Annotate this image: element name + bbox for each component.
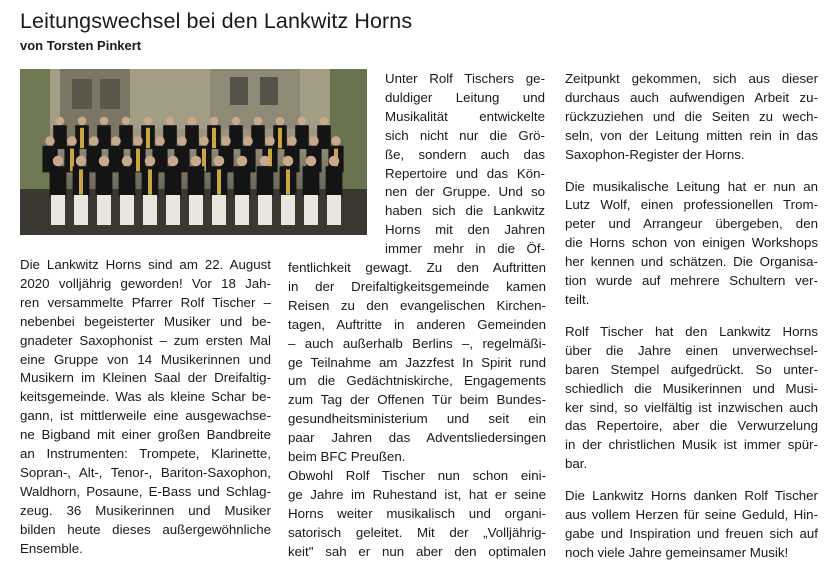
musician-head — [144, 117, 153, 126]
musician-head — [298, 117, 307, 126]
column-2-top — [385, 70, 545, 259]
musician-body — [326, 166, 343, 195]
text-line: Reisen zu den evangelischen Kirchen- — [288, 297, 546, 313]
musician-head — [168, 156, 179, 167]
musician-head — [265, 136, 275, 146]
musician-head — [331, 136, 341, 146]
musician-body — [257, 166, 274, 195]
musician-head — [122, 156, 133, 167]
musician-body — [234, 166, 251, 195]
text-line: aus vollem Herzen für seine Geduld, Hin- — [565, 507, 818, 523]
text-line: Saxophon-Register der Horns. — [565, 146, 745, 162]
text-line: durchaus auch aufwendigen Arbeit zu- — [565, 89, 818, 105]
musician-head — [166, 117, 175, 126]
musician-body — [165, 166, 182, 195]
musician-head — [283, 156, 294, 167]
text-line: das Repertoire, aber die Verwurzelung — [565, 418, 818, 434]
musician-head — [155, 136, 165, 146]
text-line: ker sind, so vielfältig ist inzwischen auch — [565, 399, 818, 415]
text-line: tion wurde auf mehrere Schultern ver- — [565, 273, 818, 289]
text-line: Die Lankwitz Horns danken Rolf Tischer — [565, 488, 818, 504]
text-line: haben sich die Lankwitz — [385, 203, 545, 219]
musician-legs — [143, 195, 157, 225]
paragraph-gap — [565, 474, 818, 487]
text-line: her kennen und schätzen. Die Organisa- — [565, 254, 818, 270]
musician-head — [67, 136, 77, 146]
musician-head — [320, 117, 329, 126]
musician-head — [232, 117, 241, 126]
musician-head — [221, 136, 231, 146]
musician-legs — [327, 195, 341, 225]
musician-head — [111, 136, 121, 146]
saxophone — [79, 169, 83, 194]
text-line: Horns mit den Jahren — [385, 222, 545, 238]
text-line: teilt. — [565, 291, 590, 307]
text-line: Musikern im Kleinen Saal der Dreifaltig- — [20, 370, 271, 386]
text-line: über die Jahre einen unverwechsel- — [565, 342, 818, 358]
musician-head — [56, 117, 65, 126]
musician-legs — [166, 195, 180, 225]
musician-head — [306, 156, 317, 167]
text-line: fentlichkeit gewagt. Zu den Auftritten — [288, 260, 546, 275]
musician-legs — [258, 195, 272, 225]
text-line: noch viele Jahre gemeinsamer Musik! — [565, 544, 789, 560]
musician-head — [100, 117, 109, 126]
text-line: eine Gruppe von 14 Musikerinnen und — [20, 351, 271, 367]
column-1 — [20, 256, 271, 559]
text-line: Repertoire und das Kön- — [385, 165, 545, 181]
musician-head — [188, 117, 197, 126]
text-line: um die Gedächtniskirche, Engagements — [288, 373, 546, 389]
musician-body — [96, 166, 113, 195]
musician-head — [214, 156, 225, 167]
musician-body — [188, 166, 205, 195]
musician-legs — [235, 195, 249, 225]
text-line: paar Jahren das Adventsliedersingen — [288, 430, 546, 446]
musician-head — [99, 156, 110, 167]
musician-body — [295, 125, 309, 149]
text-line: keitsgemeinde. Was als kleine Schar be- — [20, 389, 271, 405]
text-line: immer mehr in die Öf- — [385, 241, 545, 257]
text-line: sich nicht nur die Grö- — [385, 127, 545, 143]
text-line: gesundheitsministerium und seit ein — [288, 411, 546, 427]
musician-head — [89, 136, 99, 146]
musician-legs — [281, 195, 295, 225]
text-line: Obwohl Rolf Tischer nun schon eini- — [288, 467, 546, 483]
text-line: Waldhorn, Posaune, E-Bass und Schlag- — [20, 483, 271, 499]
text-line: nebenbei begeisterter Musiker und be- — [20, 313, 271, 329]
text-line: Die Lankwitz Horns sind am 22. August — [20, 257, 271, 272]
musician-legs — [97, 195, 111, 225]
text-line: ne Bigband mit einer großen Bandbreite — [20, 427, 271, 443]
text-line: gann, ist mittlerweile eine ausgewachse- — [20, 408, 271, 424]
musician-body — [303, 166, 320, 195]
musician-head — [210, 117, 219, 126]
text-line: baren Stempel aufgedrückt. So unter- — [565, 361, 818, 377]
musician-body — [229, 125, 243, 149]
musician-head — [53, 156, 64, 167]
saxophone — [278, 128, 282, 148]
musician-head — [287, 136, 297, 146]
text-line: zeug. 36 Musikerinnen und Musiker — [20, 502, 271, 518]
text-line: in der Dreifaltigkeitsgemeinde kamen — [288, 278, 546, 294]
text-line: satorisch geleitet. Mit der „Volljährig- — [288, 524, 546, 540]
musician-body — [97, 125, 111, 149]
musician-head — [276, 117, 285, 126]
musician-legs — [189, 195, 203, 225]
musician-head — [78, 117, 87, 126]
musician-head — [191, 156, 202, 167]
musician-legs — [212, 195, 226, 225]
musician-body — [317, 125, 331, 149]
text-line: Die musikalische Leitung hat er nun an — [565, 178, 818, 194]
saxophone — [146, 128, 150, 148]
text-line: schiedlich die Musikerinnen und Musi- — [565, 380, 818, 396]
text-line: Unter Rolf Tischers ge- — [385, 71, 545, 86]
paragraph-gap — [565, 310, 818, 323]
text-line: rückzuziehen und die Seiten zu wech- — [565, 108, 818, 124]
musician-body — [53, 125, 67, 149]
musician-head — [329, 156, 340, 167]
text-line: gnadeter Saxophonist – zum ersten Mal — [20, 332, 271, 348]
text-line: – auch außerhalb Berlins –, regelmäßi- — [288, 335, 546, 351]
band-photo — [20, 69, 367, 235]
musician-body — [119, 125, 133, 149]
text-line: Rolf Tischer hat den Lankwitz Horns — [565, 323, 818, 339]
saxophone — [212, 128, 216, 148]
musician-body — [163, 125, 177, 149]
musician-head — [254, 117, 263, 126]
musician-head — [237, 156, 248, 167]
text-line: Horns weiter musikalisch und organi- — [288, 505, 546, 521]
text-line: ge Jahre im Ruhestand ist, hat er seine — [288, 486, 546, 502]
musician-head — [76, 156, 87, 167]
band-photo-illustration — [20, 69, 367, 235]
saxophone — [217, 169, 221, 194]
text-line: in der christlichen Musik ist immer spür- — [565, 437, 818, 453]
musician-legs — [304, 195, 318, 225]
musician-body — [251, 125, 265, 149]
text-line: tagen, Auftritte in anderen Gemeinden — [288, 316, 546, 332]
text-line: seln, von der Leitung mitten rein in das — [565, 127, 818, 143]
text-line: beim BFC Preußen. — [288, 449, 406, 465]
musician-legs — [51, 195, 65, 225]
musician-head — [309, 136, 319, 146]
saxophone — [148, 169, 152, 194]
saxophone — [136, 149, 140, 172]
text-line: Ensemble. — [20, 540, 83, 556]
musician-head — [122, 117, 131, 126]
musician-legs — [74, 195, 88, 225]
saxophone — [286, 169, 290, 194]
text-line: ren versammelte Pfarrer Rolf Tischer – — [20, 294, 271, 310]
text-line: an Instrumenten: Trompete, Klarinette, — [20, 446, 271, 462]
musician-head — [199, 136, 209, 146]
text-line: 2020 volljährig geworden! Vor 18 Jah- — [20, 275, 271, 291]
text-line: bar. — [565, 456, 588, 472]
column-3 — [565, 70, 818, 563]
musician-head — [145, 156, 156, 167]
text-line: nen der Gruppe. Und so — [385, 184, 545, 200]
text-line: ge Teilnahme am Jazzfest In Spirit rund — [288, 354, 546, 370]
text-line: Sopran-, Alt-, Tenor-, Bariton-Saxophon, — [20, 464, 271, 480]
text-line: ße, sondern auch das — [385, 146, 545, 162]
article-byline: von Torsten Pinkert — [20, 38, 142, 53]
text-line: die Horns schon von einigen Workshops — [565, 235, 818, 251]
text-line: bilden heute dieses außergewöhnliche — [20, 521, 271, 537]
text-line: keit" sah er nun aber den optimalen — [288, 543, 546, 559]
musician-head — [45, 136, 55, 146]
text-line: Zeitpunkt gekommen, sich aus dieser — [565, 71, 818, 86]
text-line: Musikalität entwickelte — [385, 108, 545, 124]
text-line: peter und Arrangeur übergeben, den — [565, 216, 818, 232]
musician-head — [177, 136, 187, 146]
musician-body — [185, 125, 199, 149]
text-line: duldiger Leitung und — [385, 89, 545, 105]
paragraph-gap — [565, 165, 818, 178]
musician-head — [243, 136, 253, 146]
musician-head — [260, 156, 271, 167]
musician-body — [50, 166, 67, 195]
saxophone — [80, 128, 84, 148]
text-line: Lutz Wolf, einen professionellen Trom- — [565, 197, 818, 213]
text-line: zum Tag der Offenen Tür beim Bundes- — [288, 392, 546, 408]
musician-legs — [120, 195, 134, 225]
column-2-bottom — [288, 259, 546, 562]
text-line: gabe und Inspiration und freuen sich auf — [565, 525, 818, 541]
musician-head — [133, 136, 143, 146]
musician-body — [119, 166, 136, 195]
article-title: Leitungswechsel bei den Lankwitz Horns — [20, 9, 413, 33]
